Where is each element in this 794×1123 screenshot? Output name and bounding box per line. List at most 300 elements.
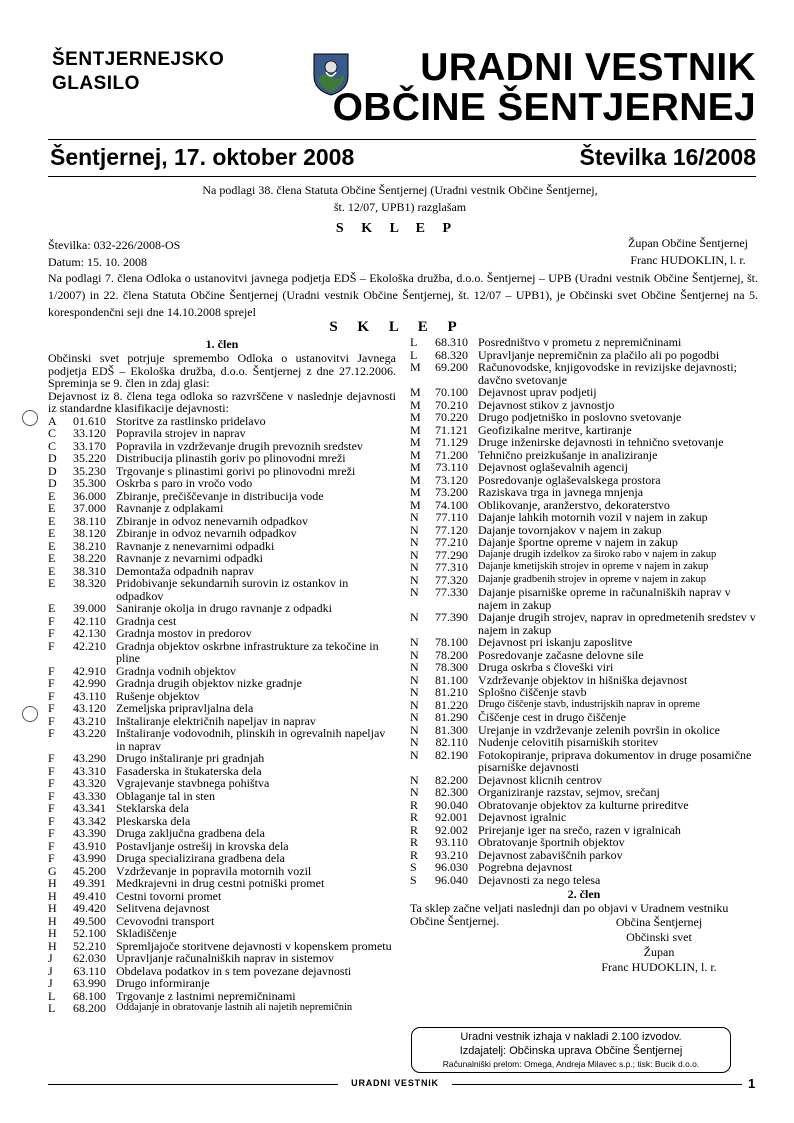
- activity-code: 81.220: [435, 697, 468, 712]
- activity-section: D: [48, 463, 57, 478]
- document-meta: [48, 237, 180, 271]
- title-line1: URADNI VESTNIK: [420, 46, 756, 89]
- activity-section: E: [48, 488, 56, 503]
- activity-description: Ravnanje z nevarnimi odpadki: [116, 551, 263, 565]
- activity-section: H: [48, 876, 57, 890]
- activity-row: [48, 627, 396, 640]
- activity-code: 33.120: [73, 426, 106, 440]
- activity-row: [48, 602, 396, 615]
- activity-section: N: [410, 697, 419, 712]
- signature-line3: Župan: [643, 945, 675, 959]
- activity-row: [48, 702, 396, 715]
- activity-section: N: [410, 672, 419, 687]
- activity-section: H: [48, 913, 57, 928]
- activity-section: F: [48, 613, 55, 628]
- article-2-text: Ta sklep začne veljati naslednji dan po objavi v Uradnem vestniku Občine Šentjernej.: [410, 901, 729, 928]
- activity-section: S: [410, 872, 417, 887]
- activity-description: Tehnično preizkušanje in analiziranje: [478, 447, 658, 462]
- activity-section: H: [48, 901, 57, 915]
- document-date: Datum: 15. 10. 2008: [48, 255, 147, 269]
- activity-code: 43.110: [73, 688, 106, 703]
- activity-description: Urejanje in vzdrževanje zelenih površin in okolice: [478, 722, 720, 737]
- activity-description: Zemeljska pripravljalna dela: [116, 701, 254, 715]
- activity-description: Pleskarska dela: [116, 813, 191, 828]
- activity-code: 96.040: [435, 872, 468, 887]
- activity-code: 35.300: [73, 476, 106, 490]
- activity-code: 69.200: [435, 360, 468, 374]
- article-2-heading: 2. člen: [567, 887, 601, 901]
- activity-description: Dajanje športne opreme v najem in zakup: [478, 535, 678, 549]
- activity-row: [410, 611, 758, 636]
- page-number: 1: [748, 1076, 756, 1091]
- activity-description: Posredovanje začasne delovne sile: [478, 647, 644, 662]
- activity-section: M: [410, 472, 421, 487]
- activity-code: 42.210: [73, 638, 106, 653]
- activity-description: Prirejanje iger na srečo, razen v igralnicah: [478, 822, 681, 837]
- activity-section: N: [410, 635, 419, 649]
- activity-description: Medkrajevni in drug cestni potniški promet: [116, 876, 325, 890]
- activity-description: Skladiščenje: [116, 926, 177, 940]
- intro-line2: št. 12/07, UPB1) razglašam: [333, 200, 467, 214]
- intro-text: [160, 182, 640, 216]
- activity-row: [48, 477, 396, 490]
- punch-hole-icon: [22, 410, 38, 426]
- activity-section: N: [410, 572, 419, 587]
- activity-section: E: [48, 538, 56, 553]
- activity-row: [410, 361, 758, 386]
- activity-section: M: [410, 397, 421, 412]
- activity-code: 01.610: [73, 413, 106, 428]
- activity-description: Gradnja objektov oskrbne infrastrukture za tekočine in pline: [116, 638, 379, 665]
- activity-description: Dajanje kmetijskih strojev in opreme v najem in zakup: [478, 561, 709, 572]
- activity-section: F: [48, 851, 55, 865]
- activity-row: [48, 902, 396, 915]
- activity-description: Druga specializirana gradbena dela: [116, 851, 285, 865]
- activity-section: N: [410, 785, 419, 799]
- activity-description: Oskrba s paro in vročo vodo: [116, 476, 253, 490]
- punch-hole-icon: [22, 706, 38, 722]
- activity-section: L: [48, 988, 56, 1003]
- activity-description: Geofizikalne meritve, kartiranje: [478, 422, 632, 437]
- activity-description: Upravljanje računalniških naprav in sistemov: [116, 951, 334, 965]
- activity-section: N: [410, 710, 419, 724]
- activity-description: Drugo inštaliranje pri gradnjah: [116, 751, 265, 765]
- activity-code: 45.200: [73, 863, 106, 878]
- activity-code: 38.320: [73, 576, 106, 590]
- sklep-heading-2: S K L E P: [329, 319, 465, 335]
- activity-description: Fasaderska in štukaterska dela: [116, 763, 262, 778]
- info-print: Računalniški prelom: Omega, Andreja Milavec s.p.; tisk: Bucik d.o.o.: [442, 1059, 700, 1069]
- activity-description: Dajanje tovornjakov v najem in zakup: [478, 522, 662, 537]
- activity-description: Posredništvo v prometu z nepremičninami: [478, 335, 682, 349]
- activity-section: L: [410, 335, 418, 349]
- activity-row: [410, 749, 758, 774]
- mayor-title: Župan Občine Šentjernej: [628, 236, 748, 250]
- activity-description: Dajanje gradbenih strojev in opreme v najem in zakup: [478, 573, 707, 585]
- activity-section: F: [48, 763, 55, 778]
- issue-date: Šentjernej, 17. oktober 2008: [50, 144, 355, 170]
- header-rule-bottom: [48, 176, 756, 177]
- activity-description: Dejavnost klicnih centrov: [478, 772, 602, 787]
- activity-code: 42.910: [73, 663, 106, 678]
- activity-code: 68.200: [73, 1001, 106, 1015]
- activity-section: C: [48, 426, 57, 440]
- activity-row: [410, 786, 758, 799]
- info-circulation: Uradni vestnik izhaja v nakladi 2.100 izvodov.: [460, 1031, 682, 1043]
- activity-row: [48, 977, 396, 990]
- activity-description: Organiziranje razstav, sejmov, srečanj: [478, 785, 660, 799]
- activity-section: N: [410, 560, 419, 574]
- glasilo-line1: ŠENTJERNEJSKO: [52, 49, 225, 70]
- activity-description: Ravnanje z odplakami: [116, 501, 224, 515]
- activity-code: 77.330: [435, 585, 468, 599]
- activity-section: F: [48, 663, 55, 678]
- activity-code: 49.420: [73, 901, 106, 915]
- left-column: [48, 336, 396, 1015]
- header-rule: [48, 139, 756, 140]
- activity-section: N: [410, 722, 419, 737]
- activity-code: 35.220: [73, 451, 106, 465]
- activity-description: Druga zaključna gradbena dela: [116, 826, 265, 840]
- activity-code: 36.000: [73, 488, 106, 503]
- activity-section: N: [410, 610, 419, 624]
- activity-section: F: [48, 776, 55, 790]
- activity-code: 70.210: [435, 397, 468, 412]
- activity-code: 49.410: [73, 888, 106, 903]
- activity-row: [410, 561, 758, 574]
- activity-row: [48, 777, 396, 790]
- activity-section: M: [410, 360, 421, 374]
- activity-section: L: [48, 1001, 56, 1015]
- activity-description: Popravila strojev in naprav: [116, 426, 246, 440]
- activity-code: 92.001: [435, 810, 468, 824]
- activity-description: Upravljanje nepremičnin za plačilo ali po pogodbi: [478, 347, 720, 362]
- activity-section: F: [48, 701, 55, 715]
- activity-code: 43.342: [73, 813, 106, 828]
- activity-description: Saniranje okolja in drugo ravnanje z odpadki: [116, 601, 332, 615]
- activity-code: 39.000: [73, 601, 106, 615]
- activity-code: 43.320: [73, 776, 106, 790]
- activity-code: 63.990: [73, 976, 106, 990]
- activity-code: 81.100: [435, 672, 468, 687]
- activity-code: 38.120: [73, 526, 106, 540]
- activity-code: 68.100: [73, 988, 106, 1003]
- activity-code: 82.110: [435, 735, 468, 749]
- activity-section: N: [410, 535, 419, 549]
- activity-description: Oblikovanje, aranžerstvo, dekoraterstvo: [478, 497, 670, 512]
- intro-line1: Na podlagi 38. člena Statuta Občine Šentjernej (Uradni vestnik Občine Šentjernej,: [202, 183, 598, 197]
- activity-code: 77.110: [435, 510, 468, 524]
- footer-rule-right: [452, 1084, 742, 1085]
- activity-row: [410, 661, 758, 674]
- activity-description: Gradnja cest: [116, 613, 177, 628]
- activity-code: 81.290: [435, 710, 468, 724]
- activity-description: Vzdrževanje objektov in hišniška dejavnost: [478, 672, 688, 687]
- activity-description: Inštaliranje električnih napeljav in naprav: [116, 713, 316, 728]
- activity-section: R: [410, 810, 419, 824]
- activity-row: [48, 527, 396, 540]
- activity-description: Zbiranje in odvoz nevarnih odpadkov: [116, 526, 297, 540]
- activity-code: 49.391: [73, 876, 106, 890]
- activity-description: Oddajanje in obratovanje lastnih ali najetih nepremičnin: [116, 1002, 353, 1013]
- activity-section: F: [48, 626, 55, 640]
- activity-description: Gradnja mostov in predorov: [116, 626, 252, 640]
- activity-description: Dejavnost uprav podjetij: [478, 385, 597, 399]
- activity-section: N: [410, 647, 419, 662]
- activity-description: Rušenje objektov: [116, 688, 200, 703]
- activity-description: Steklarska dela: [116, 801, 189, 815]
- activity-row: [410, 811, 758, 824]
- activity-section: D: [48, 476, 57, 490]
- activity-row: [410, 536, 758, 549]
- activity-description: Drugo podjetniško in poslovno svetovanje: [478, 410, 682, 424]
- activity-code: 90.040: [435, 797, 468, 812]
- activity-section: E: [48, 526, 56, 540]
- activity-code: 38.310: [73, 563, 106, 578]
- activity-description: Pridobivanje sekundarnih surovin iz ostankov in odpadkov: [116, 576, 349, 603]
- activity-code: 73.120: [435, 472, 468, 487]
- resolution-paragraph: Na podlagi 7. člena Odloka o ustanovitvi javnega podjetja EDŠ – Ekološka družba, d.o.o. Šentjernej – UPB (Uradni vestnik Občine Šentjernej, št. 1/2007) in 22. člena Statuta Občine Šentjernej (Uradni vestnik Občine Šentjernej, št. 12/07 – UPB1), je Občinski svet Občine Šentjernej na 5. korespondenčni seji dne 14.10.2008 sprejel: [48, 271, 758, 319]
- activity-description: Čiščenje cest in drugo čiščenje: [478, 710, 626, 724]
- activity-description: Spremljajoče storitvene dejavnosti v kopenskem prometu: [116, 938, 392, 953]
- activity-row: [48, 452, 396, 465]
- activity-description: Selitvena dejavnost: [116, 901, 210, 915]
- activity-section: M: [410, 460, 421, 474]
- activity-list-left: [48, 415, 396, 1015]
- activity-section: H: [48, 926, 57, 940]
- activity-code: 52.100: [73, 926, 106, 940]
- activity-row: [48, 427, 396, 440]
- activity-section: R: [410, 797, 419, 812]
- activity-row: [48, 877, 396, 890]
- activity-description: Zbiranje in odvoz nenevarnih odpadkov: [116, 513, 308, 528]
- activity-code: 38.210: [73, 538, 106, 553]
- activity-description: Dajanje lahkih motornih vozil v najem in zakup: [478, 510, 708, 524]
- activity-row: [48, 577, 396, 602]
- activity-code: 82.200: [435, 772, 468, 787]
- activity-code: 43.290: [73, 751, 106, 765]
- activity-code: 42.110: [73, 613, 106, 628]
- activity-description: Distribucija plinastih goriv po plinovodni mreži: [116, 451, 346, 465]
- activity-code: 96.030: [435, 860, 468, 874]
- activity-code: 43.990: [73, 851, 106, 865]
- activity-section: M: [410, 497, 421, 512]
- activity-code: 38.110: [73, 513, 106, 528]
- activity-section: R: [410, 847, 419, 862]
- activity-code: 62.030: [73, 951, 106, 965]
- activity-row: [410, 461, 758, 474]
- activity-code: 63.110: [73, 963, 106, 978]
- activity-code: 42.130: [73, 626, 106, 640]
- activity-row: [48, 927, 396, 940]
- activity-row: [410, 836, 758, 849]
- activity-section: N: [410, 547, 419, 562]
- activity-code: 77.320: [435, 572, 468, 587]
- activity-section: J: [48, 963, 53, 978]
- activity-description: Splošno čiščenje stavb: [478, 685, 587, 699]
- right-column: [410, 336, 758, 975]
- activity-row: [48, 727, 396, 752]
- activity-description: Postavljanje ostrešij in krovska dela: [116, 838, 289, 853]
- activity-code: 43.330: [73, 788, 106, 803]
- activity-code: 93.110: [435, 835, 468, 849]
- activity-section: E: [48, 513, 56, 528]
- activity-section: D: [48, 451, 57, 465]
- activity-code: 38.220: [73, 551, 106, 565]
- activity-row: [48, 677, 396, 690]
- activity-section: J: [48, 951, 53, 965]
- activity-code: 43.390: [73, 826, 106, 840]
- info-publisher: Izdajatelj: Občinska uprava Občine Šentjernej: [459, 1045, 683, 1057]
- activity-row: [48, 640, 396, 665]
- activity-description: Vzdrževanje in popravila motornih vozil: [116, 863, 312, 878]
- activity-row: [410, 711, 758, 724]
- activity-section: F: [48, 826, 55, 840]
- activity-row: [410, 411, 758, 424]
- publication-info-box: [411, 1027, 731, 1073]
- activity-code: 68.320: [435, 347, 468, 362]
- activity-row: [410, 874, 758, 887]
- activity-section: F: [48, 788, 55, 803]
- activity-section: S: [410, 860, 417, 874]
- activity-description: Ravnanje z nenevarnimi odpadki: [116, 538, 275, 553]
- title-line2: OBČINE ŠENTJERNEJ: [332, 86, 756, 129]
- activity-description: Oblaganje tal in sten: [116, 788, 215, 803]
- activity-description: Dejavnost pri iskanju zaposlitve: [478, 635, 633, 649]
- activity-description: Obdelava podatkov in s tem povezane dejavnosti: [116, 963, 352, 978]
- activity-description: Vgrajevanje stavbnega pohištva: [116, 776, 270, 790]
- activity-section: E: [48, 576, 56, 590]
- activity-code: 73.200: [435, 485, 468, 499]
- activity-description: Trgovanje s plinastimi gorivi po plinovodni mreži: [116, 463, 356, 478]
- activity-section: G: [48, 863, 57, 878]
- activity-code: 68.310: [435, 335, 468, 349]
- activity-code: 33.170: [73, 438, 106, 453]
- activity-description: Zbiranje, prečiščevanje in distribucija vode: [116, 488, 324, 503]
- activity-description: Nudenje celovitih pisarniških storitev: [478, 735, 659, 749]
- activity-description: Obratovanje objektov za kulturne prireditve: [478, 797, 689, 812]
- activity-row: [48, 502, 396, 515]
- activity-section: H: [48, 938, 57, 953]
- document-number: Številka: 032-226/2008-OS: [48, 238, 181, 252]
- activity-description: Računovodske, knjigovodske in revizijske dejavnosti; davčno svetovanje: [478, 360, 737, 387]
- activity-section: E: [48, 601, 56, 615]
- activity-code: 78.100: [435, 635, 468, 649]
- activity-row: [48, 852, 396, 865]
- activity-description: Dejavnost zabaviščnih parkov: [478, 847, 623, 862]
- activity-section: N: [410, 522, 419, 537]
- activity-description: Dajanje pisarniške opreme in računalniških naprav v najem in zakup: [478, 585, 731, 612]
- page-title: [0, 48, 756, 128]
- activity-code: 43.210: [73, 713, 106, 728]
- activity-code: 77.390: [435, 610, 468, 624]
- activity-section: F: [48, 751, 55, 765]
- activity-code: 82.300: [435, 785, 468, 799]
- mayor-signature: [598, 235, 778, 269]
- activity-section: N: [410, 735, 419, 749]
- activity-row: [48, 1002, 396, 1015]
- activity-row: [48, 802, 396, 815]
- activity-code: 70.220: [435, 410, 468, 424]
- activity-row: [48, 827, 396, 840]
- activity-row: [410, 636, 758, 649]
- activity-section: F: [48, 638, 55, 653]
- activity-row: [410, 686, 758, 699]
- footer-rule-left: [48, 1084, 338, 1085]
- activity-section: N: [410, 585, 419, 599]
- activity-row: [410, 436, 758, 449]
- activity-section: N: [410, 747, 419, 762]
- activity-row: [48, 752, 396, 765]
- activity-code: 37.000: [73, 501, 106, 515]
- activity-description: Drugo čiščenje stavb, industrijskih naprav in opreme: [478, 698, 700, 710]
- activity-description: Druge inženirske dejavnosti in tehnično svetovanje: [478, 435, 724, 449]
- activity-section: H: [48, 888, 57, 903]
- activity-code: 49.500: [73, 913, 106, 928]
- activity-code: 43.341: [73, 801, 106, 815]
- activity-code: 71.200: [435, 447, 468, 462]
- article-1-text-2: Dejavnost iz 8. člena tega odloka so razvrščene v naslednje dejavnosti iz standardne klasifikacije dejavnosti:: [48, 388, 396, 415]
- activity-description: Popravila in vzdrževanje drugih prevoznih sredstev: [116, 438, 363, 453]
- activity-section: N: [410, 660, 419, 674]
- activity-code: 71.121: [435, 422, 468, 437]
- activity-description: Inštaliranje vodovodnih, plinskih in ogrevalnih napeljav in naprav: [116, 726, 386, 753]
- activity-section: M: [410, 410, 421, 424]
- activity-section: F: [48, 838, 55, 853]
- activity-description: Druga oskrba s človeški viri: [478, 660, 614, 674]
- activity-description: Fotokopiranje, priprava dokumentov in druge posamične pisarniške dejavnosti: [478, 747, 752, 774]
- activity-description: Dejavnost stikov z javnostjo: [478, 397, 615, 412]
- activity-description: Dajanje drugih strojev, naprav in opredmetenih sredstev v najem in zakup: [478, 610, 756, 637]
- activity-section: C: [48, 438, 57, 453]
- activity-code: 71.129: [435, 435, 468, 449]
- issue-number: Številka 16/2008: [579, 144, 756, 170]
- activity-description: Dejavnost igralnic: [478, 810, 567, 824]
- activity-description: Dejavnost oglaševalnih agencij: [478, 460, 628, 474]
- article-1-heading: 1. člen: [205, 337, 239, 351]
- activity-code: 81.210: [435, 685, 468, 699]
- activity-section: F: [48, 713, 55, 728]
- signature-line1: Občina Šentjernej: [615, 915, 703, 929]
- sklep-heading: S K L E P: [335, 221, 459, 236]
- activity-code: 77.310: [435, 560, 468, 574]
- activity-section: N: [410, 685, 419, 699]
- activity-code: 70.100: [435, 385, 468, 399]
- activity-description: Demontaža odpadnih naprav: [116, 563, 254, 578]
- activity-code: 93.210: [435, 847, 468, 862]
- signature-line2: Občinski svet: [626, 930, 692, 944]
- activity-code: 43.220: [73, 726, 106, 740]
- activity-code: 78.200: [435, 647, 468, 662]
- activity-section: F: [48, 688, 55, 703]
- activity-code: 42.990: [73, 676, 106, 690]
- activity-description: Drugo informiranje: [116, 976, 210, 990]
- activity-section: L: [410, 347, 418, 362]
- activity-row: [410, 336, 758, 349]
- activity-code: 77.120: [435, 522, 468, 537]
- activity-description: Gradnja vodnih objektov: [116, 663, 236, 678]
- activity-section: R: [410, 822, 419, 837]
- activity-code: 82.190: [435, 747, 468, 762]
- activity-section: N: [410, 772, 419, 787]
- activity-code: 78.300: [435, 660, 468, 674]
- activity-description: Dajanje drugih izdelkov za široko rabo v najem in zakup: [478, 548, 717, 560]
- activity-section: F: [48, 676, 55, 690]
- activity-row: [48, 552, 396, 565]
- activity-row: [48, 952, 396, 965]
- activity-section: M: [410, 447, 421, 462]
- activity-section: M: [410, 435, 421, 449]
